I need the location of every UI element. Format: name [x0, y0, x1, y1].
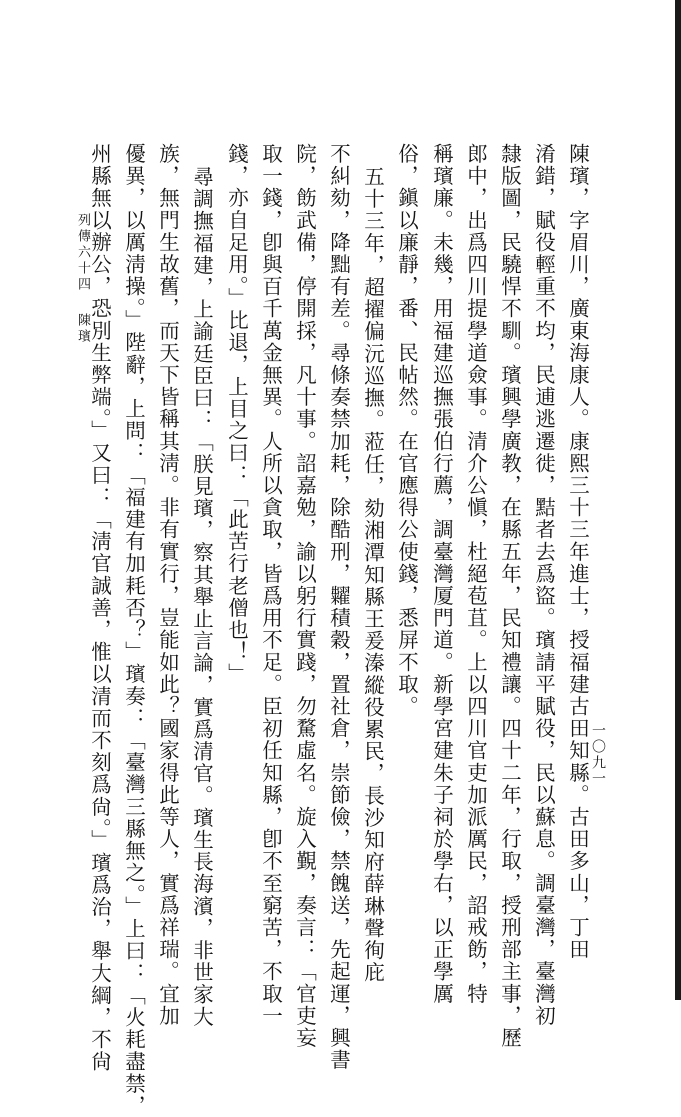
text-column: 錢，亦自足用。」比退，上目之曰：「此苦行老僧也！」 [224, 143, 249, 686]
text-column: 隸版圖，民驍悍不馴。璸興學廣教，在縣五年，民知禮讓。四十二年，行取，授刑部主事，歷 [497, 143, 522, 1050]
text-column: 族，無門生故舊，而天下皆稱其淸。非有實行，豈能如此？國家得此等人，實爲祥瑞。宜加 [155, 143, 180, 1027]
text-column: 稱璸廉。未幾，用福建巡撫張伯行薦，調臺灣厦門道。新學宮建朱子祠於學右，以正學厲 [429, 143, 454, 1005]
text-column: 優異，以厲淸操。」陛辭，上問：「福建有加耗否？」璸奏：「臺灣三縣無之。」上曰：「火耗盡禁， [121, 143, 146, 1117]
running-header-section: 列傳六十四 [75, 213, 90, 293]
scan-edge [675, 0, 681, 1000]
text-column: 不糾劾，降黜有差。尋條奏禁加耗，除酷刑，糶積穀，置社倉，崇節儉，禁餽送，先起運，興書 [326, 143, 351, 1072]
text-column: 州縣無以辦公，恐別生弊端。」又曰：「淸官誠善，惟以清而不刻爲尙。」璸爲治，舉大綱，不尙 [87, 143, 112, 1073]
page-number: 一〇九一 [590, 723, 606, 787]
text-column: 郎中，出爲四川提學道僉事。清介公愼，杜絕苞苴。上以四川官吏加派厲民，詔戒飭，特 [463, 143, 488, 1005]
text-column: 陳璸，字眉川，廣東海康人。康熙三十三年進士，授福建古田知縣。古田多山，丁田 [565, 143, 590, 961]
running-header [76, 213, 89, 345]
text-column: 淆錯，賦役輕重不均，民逋逃遷徙，黠者去爲盜。璸請平賦役，民以蘇息。調臺灣，臺灣初 [531, 143, 556, 1027]
text-column: 取一錢，卽與百千萬金無異。人所以貪取，皆爲用不足。臣初任知縣，卽不至窮苦，不取一 [258, 143, 283, 1027]
text-column: 尋調撫福建，上諭廷臣曰：「朕見璸，察其舉止言論，實爲清官。璸生長海濱，非世家大 [189, 166, 214, 1028]
text-column: 院，飭武備，停開採，凡十事。詔嘉勉，諭以躬行實踐，勿騖虛名。旋入覲，奏言：「官吏妄 [292, 143, 317, 1050]
running-header-subject: 陳璸 [75, 313, 90, 345]
text-column: 五十三年，超擢偏沅巡撫。蒞任，劾湘潭知縣王爰溱縱役累民，長沙知府薛琳聲徇庇 [360, 166, 385, 984]
text-column: 俗，鎭以廉靜，番、民帖然。在官應得公使錢，悉屏不取。 [394, 143, 419, 718]
